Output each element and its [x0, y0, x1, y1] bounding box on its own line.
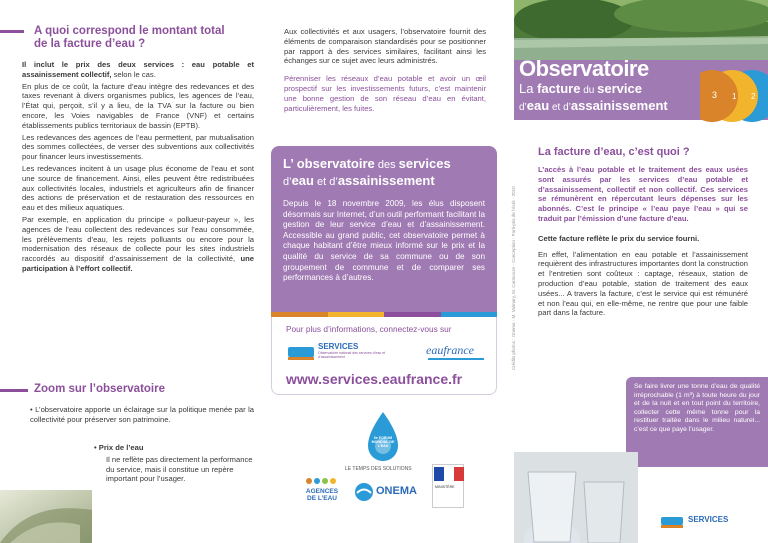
onema-logo[interactable]: ONEMA: [354, 482, 426, 506]
bullet-prix-title: • Prix de l’eau: [94, 443, 144, 452]
callout-box: [626, 377, 768, 467]
observatoire-box-title: L’ observatoire des services d’eau et d’assainissement: [283, 156, 451, 188]
ministere-logo[interactable]: MINISTÈRE: [432, 464, 464, 508]
forum-logo[interactable]: 6e FORUM MONDIAL DE L’EAU: [346, 408, 420, 474]
agences-logo[interactable]: AGENCES DE L’EAU: [300, 476, 346, 506]
glass-photo: [514, 452, 638, 543]
services-logo[interactable]: SERVICES Observatoire national des services d’eau et d’assainissement: [286, 341, 406, 363]
heading-montant-total: A quoi correspond le montant total de la facture d’eau ?: [34, 25, 225, 50]
heading-bar: [0, 30, 24, 33]
onema-logo-icon: [354, 482, 374, 502]
bullet-prix-text: Il ne reflète pas directement la performance du service, mais il constitue un repère important pour l’usager.: [106, 454, 253, 484]
services-logo-icon: [286, 343, 316, 363]
page-num-3: 3: [712, 90, 718, 100]
para-acces: L’accès à l’eau potable et le traitement des eaux usées sont assurés par les services d’eau potable et d’assainissement, collectif et non collectif. Ces services se rémunèrent en répercutant leurs dépenses sur les abonnés. C’est le principe « l’eau paye l’eau » qui se traduit par l’émission d’une facture d’eau.: [538, 165, 748, 223]
observatoire-box-body: Depuis le 18 novembre 2009, les élus disposent désormais sur Internet, d’un outil performant facilitant la gestion de leur service d’eau et d’assainissement. Accessible au grand public, cet observatoire permet à chaque habitant d’être mieux informé sur le prix et la qualité du service de sa commune ou de son groupement de commune et de comparer ses performances à d’autres.: [283, 199, 485, 283]
info-panel: [271, 317, 497, 395]
page-num-2: 2: [751, 92, 756, 101]
observatoire-box: [271, 146, 497, 316]
heading-bar: [0, 389, 28, 392]
para-perenniser: Pérenniser les réseaux d’eau potable et avoir un œil prospectif sur les investissements futurs, c’est maintenir une bonne gestion de son réseau d’eau en évitant, particulièrement, les fuites.: [284, 74, 486, 113]
agences-logo-icon: [304, 476, 344, 486]
para-inclut: Il inclut le prix des deux services : eau potable et assainissement collectif, selon le cas.: [22, 60, 254, 79]
para-incitent: Les redevances incitent à un usage plus économe de l’eau et sont une source de financement. Ainsi, elles peuvent être redistribuées aux collectivités locales, industriels et agriculteurs afin de financer des actions de préservation et de restauration des ressources en eau et des milieux aquatiques.: [22, 163, 254, 213]
banner-subtitle: La facture du service d’eau et d’assainissement: [519, 81, 668, 113]
forum-slogan: LE TEMPS DES SOLUTIONS: [345, 466, 412, 472]
para-en-effet: En effet, l’alimentation en eau potable et l’assainissement requièrent des infrastructures importantes dont la construction et l’entretien sont coûteux : captage, réseaux, station de production d’eau potable, station de traitement des eaux usées... A travers la facture, c’est le service qui est rémunéré et non l’eau qui, en elle-même, ne rentre que pour une faible part dans la facture.: [538, 249, 748, 318]
para-redevances: En plus de ce coût, la facture d’eau intègre des redevances et des taxes revenant à divers organismes publics, les agences de l’eau, l’État qui, perçoit, s’il y a lieu, de la TVA sur la facture ou bien encore, les Voies navigables de France (VNF) et certains établissements publics territoriaux de bassin (EPTB).: [22, 81, 254, 130]
para-zoom: • L’observatoire apporte un éclairage sur la politique menée par la collectivité pour préserver son patrimoine.: [30, 405, 254, 424]
leaf-photo: [0, 490, 92, 543]
para-pollueur: Par exemple, en application du principe « pollueur-payeur », les agences de l’eau collectent des redevances sur l’eau consommée, les prélèvements d’eau, les rejets polluants ou encore pour la modernisation des réseaux de collecte pour les sites industriels raccordés au dispositif d’assainissement de la collectivité, une participation à l’effort collectif.: [22, 214, 254, 273]
para-collectivites: Aux collectivités et aux usagers, l’observatoire fournit des éléments de comparaison standardisés pour se positionner par rapport à des services similaires, facilitant ainsi les échanges sur ce sujet avec leurs administrés.: [284, 27, 486, 66]
info-text: Pour plus d’informations, connectez-vous sur: [286, 324, 452, 334]
footer-services-logo[interactable]: SERVICES: [660, 512, 760, 532]
photo-credit: Crédits photos : Onema - M. Valmary, M. Carmouze - Conception : Parti-pris de l’écrit - 2010: [511, 186, 516, 370]
para-agences: Les redevances des agences de l’eau permettent, par mutualisation des sommes collectées, de verser des subventions aux collectivités pour financer leurs investissements.: [22, 132, 254, 162]
lake-photo: [514, 0, 768, 60]
heading-facture: La facture d’eau, c’est quoi ?: [538, 146, 690, 158]
callout-text: Se faire livrer une tonne d’eau de qualité irréprochable (1 m³) à toute heure du jour et de la nuit et en tout point du territoire, collecter cette même tonne pour la restituer traitée dans le milieu naturel... c’est ce que paye l’usager.: [634, 383, 760, 433]
banner-title: Observatoire: [519, 56, 649, 81]
para-reflete: Cette facture reflète le prix du service fourni.: [538, 233, 700, 243]
eaufrance-swoosh: [428, 358, 484, 360]
website-link[interactable]: www.services.eaufrance.fr: [286, 371, 463, 387]
page-num-1: 1: [732, 92, 737, 101]
eaufrance-logo[interactable]: eaufrance: [426, 343, 474, 357]
heading-zoom: Zoom sur l’observatoire: [34, 383, 166, 395]
marianne-icon: [434, 467, 464, 481]
services-logo-icon: [660, 514, 686, 530]
